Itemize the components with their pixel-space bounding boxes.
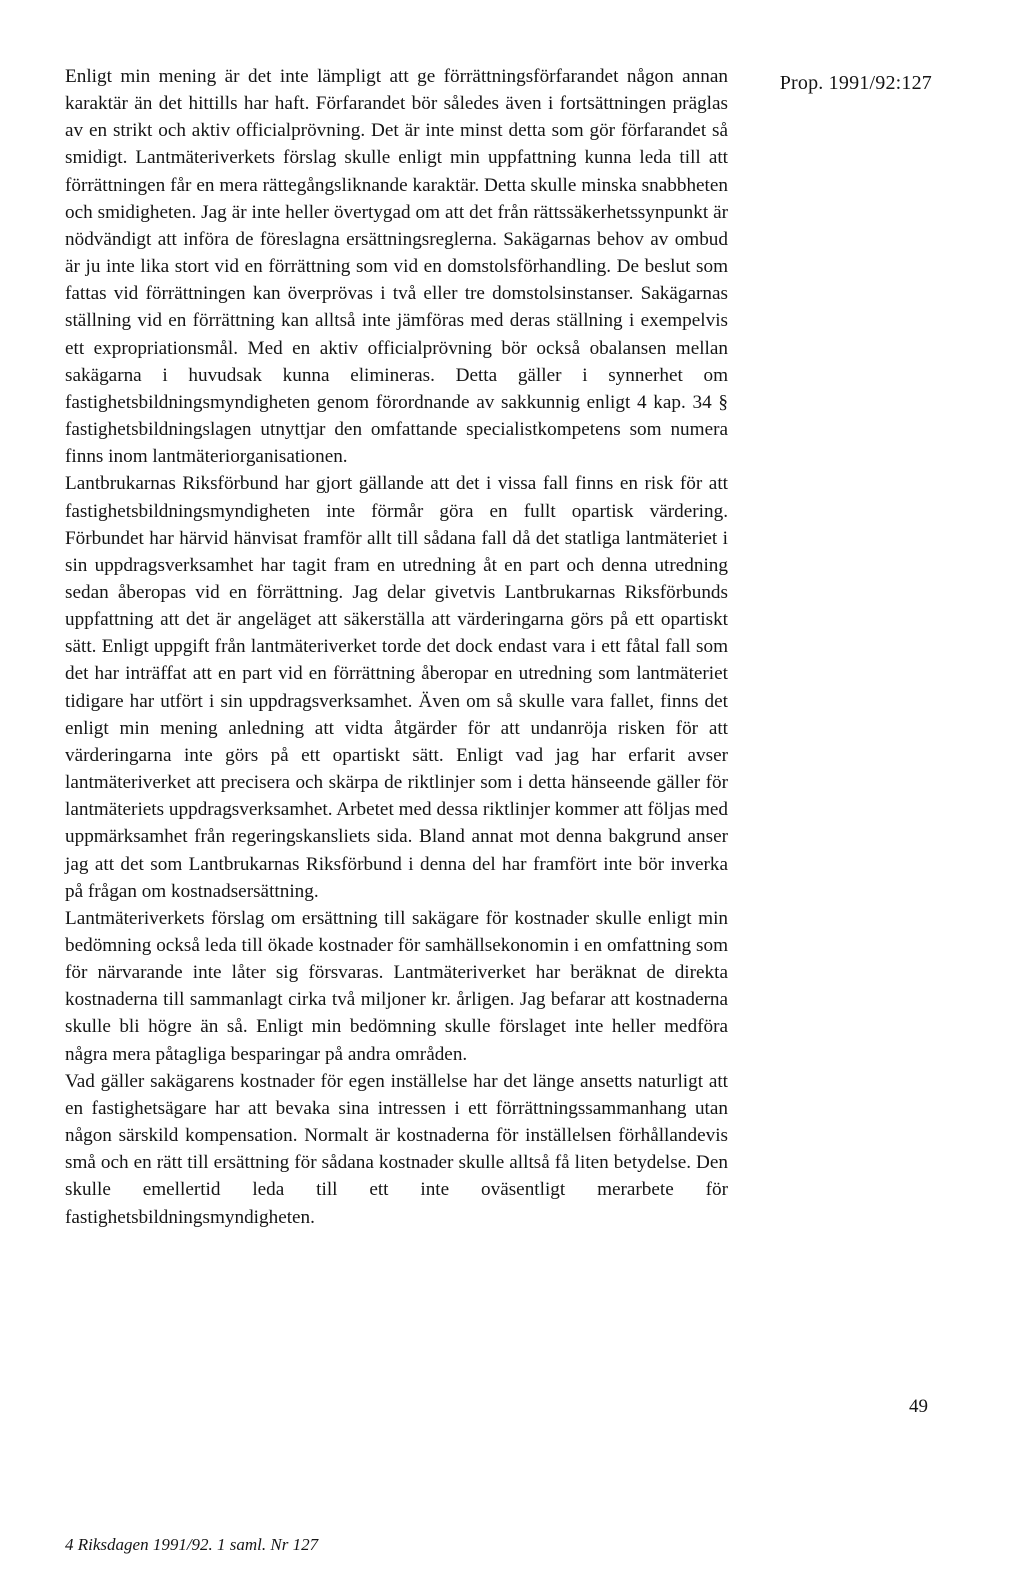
body-text	[65, 63, 728, 1231]
paragraph-3: Lantmäteriverkets förslag om ersättning till sakägare för kostnader skulle enligt min bedömning också leda till ökade kostnader för samhällsekonomin i en omfattning som för närvarande inte låter sig försvaras. Lantmäteriverket har beräknat de direkta kostnaderna till sammanlagt cirka två miljoner kr. årligen. Jag befarar att kostnaderna skulle bli högre än så. Enligt min bedömning skulle förslaget inte heller medföra några mera påtagliga besparingar på andra områden.	[65, 907, 728, 1065]
paragraph-2: Lantbrukarnas Riksförbund har gjort gällande att det i vissa fall finns en risk för att fastighetsbildningsmyndigheten inte förmår göra en fullt opartisk värdering. Förbundet har härvid hänvisat framför allt till sådana fall då det statliga lantmäteriet i sin uppdragsverksamhet har tagit fram en utredning åt en part och denna utredning sedan åberopas vid en förrättning. Jag delar givetvis Lantbrukarnas Riksförbunds uppfattning att det är angeläget att säkerställa att värderingarna görs på ett opartiskt sätt. Enligt uppgift från lantmäteriverket torde det dock endast vara i ett fåtal fall som det har inträffat att en part vid en förrättning åberopar en utredning som lantmäteriet tidigare har utfört i sin uppdragsverksamhet. Även om så skulle vara fallet, finns det enligt min mening anledning att vidta åtgärder för att undanröja risken för att värderingarna inte görs på ett opartiskt sätt. Enligt vad jag har erfarit avser lantmäteriverket att precisera och skärpa de riktlinjer som i detta hänseende gäller för lantmäteriets uppdragsverksamhet. Arbetet med dessa riktlinjer kommer att följas med uppmärksamhet från regeringskansliets sida. Bland annat mot denna bakgrund anser jag att det som Lantbrukarnas Riksförbund i denna del har framfört inte bör inverka på frågan om kostnadsersättning.	[65, 473, 728, 902]
page-number: 49	[909, 1396, 928, 1417]
paragraph-4: Vad gäller sakägarens kostnader för egen inställelse har det länge ansetts naturligt att en fastighetsägare har att bevaka sina intressen i ett förrättningssammanhang utan någon särskild kompensation. Normalt är kostnaderna för inställelsen förhållandevis små och en rätt till ersättning för sådana kostnader skulle alltså få liten betydelse. Den skulle emellertid leda till ett inte oväsentligt merarbete för fastighetsbildningsmyndigheten.	[65, 1070, 728, 1228]
margin-reference: Prop. 1991/92:127	[779, 72, 932, 94]
footer-note: 4 Riksdagen 1991/92. 1 saml. Nr 127	[65, 1535, 319, 1554]
paragraph-1: Enligt min mening är det inte lämpligt att ge förrättningsförfarandet någon annan karaktär än det hittills har haft. Förfarandet bör således även i fortsättningen präglas av en strikt och aktiv officialprövning. Det är inte minst detta som gör förfarandet så smidigt. Lantmäteriverkets förslag skulle enligt min uppfattning kunna leda till att förrättningen får en mera rättegångsliknande karaktär. Detta skulle minska snabbheten och smidigheten. Jag är inte heller övertygad om att det från rättssäkerhetssynpunkt är nödvändigt att införa de föreslagna ersättningsreglerna. Sakägarnas behov av ombud är ju inte lika stort vid en förrättning som vid en domstolsförhandling. De beslut som fattas vid förrättningen kan överprövas i två eller tre domstolsinstanser. Sakägarnas ställning vid en förrättning kan alltså inte jämföras med deras ställning i exempelvis ett expropriationsmål. Med en aktiv officialprövning bör också obalansen mellan sakägarna i huvudsak kunna elimineras. Detta gäller i synnerhet om fastighetsbildningsmyndigheten genom förordnande av sakkunnig enligt 4 kap. 34 § fastighetsbildningslagen utnyttjar den omfattande specialistkompetens som numera finns inom lantmäteriorganisationen.	[65, 66, 728, 468]
